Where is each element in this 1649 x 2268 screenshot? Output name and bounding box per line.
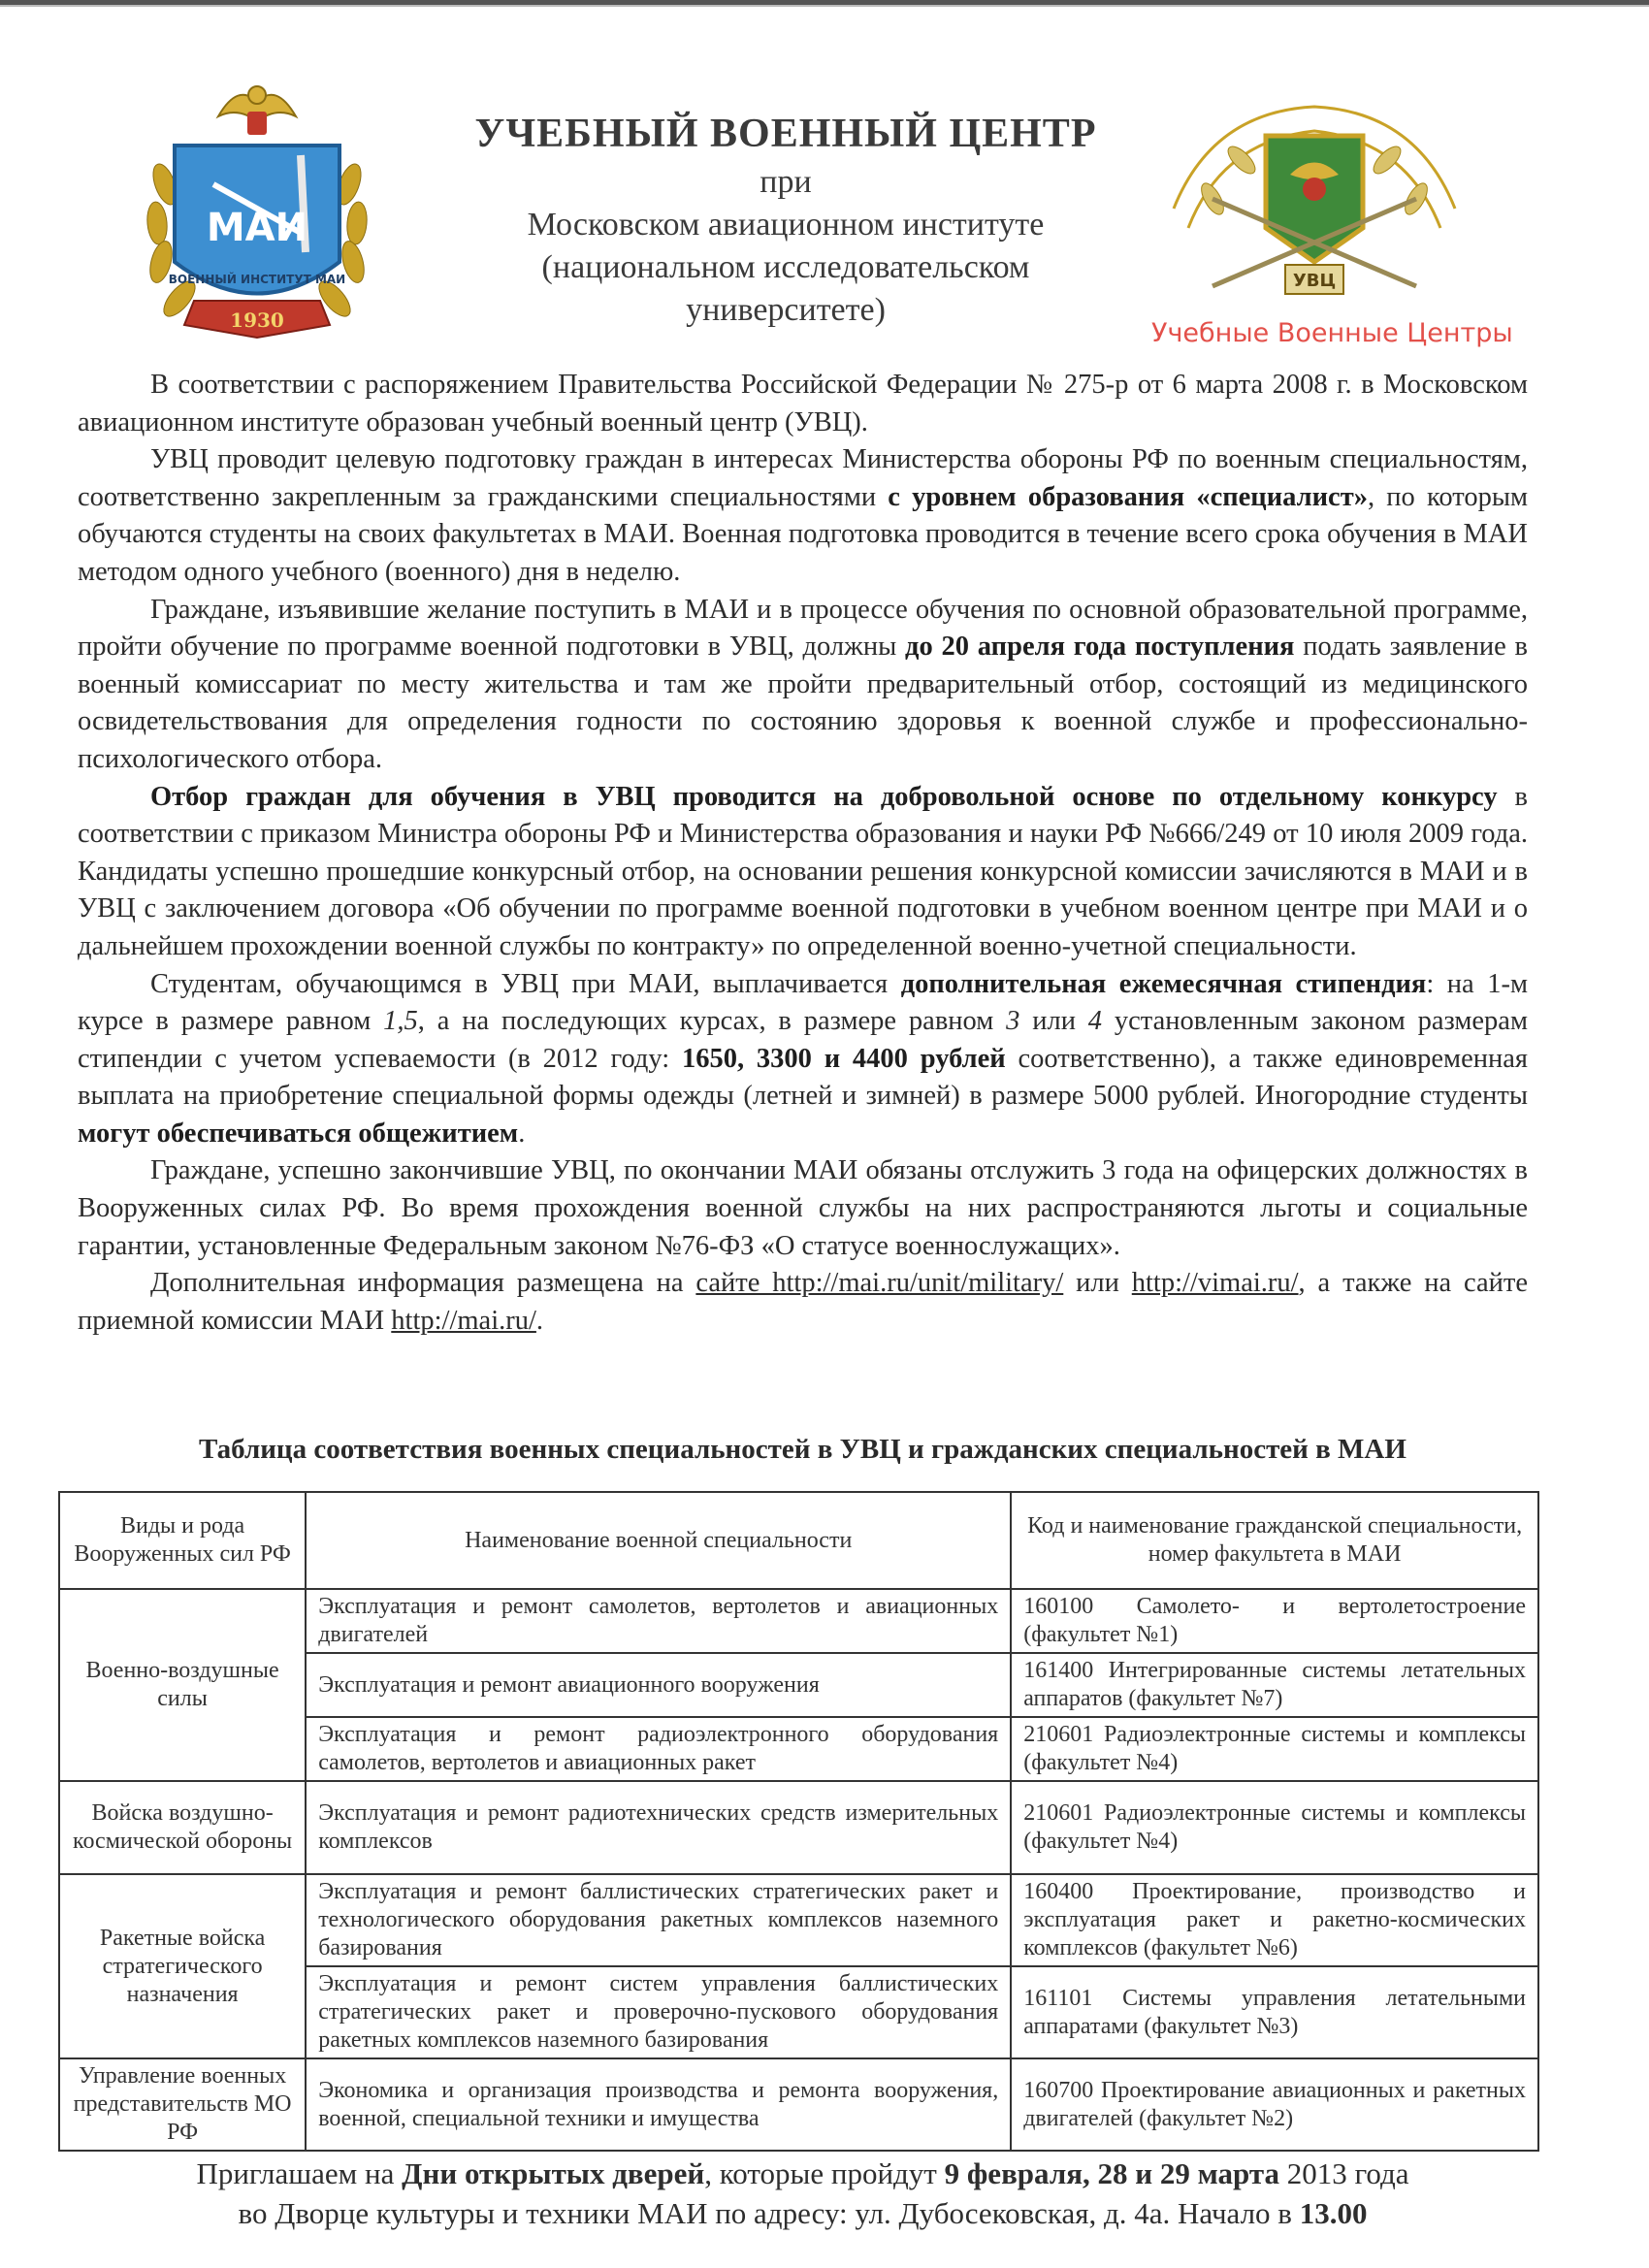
uvc-emblem xyxy=(1154,92,1474,354)
link-vimai[interactable]: http://vimai.ru/ xyxy=(1131,1268,1299,1299)
link-mai[interactable]: http://mai.ru/ xyxy=(391,1305,536,1336)
specialties-table xyxy=(58,1491,1539,2152)
header-civil: Код и наименование гражданской специальности, номер факультета в МАИ xyxy=(1011,1492,1538,1589)
footer-line-1 xyxy=(78,2154,1528,2193)
uvc-emblem-text: УВЦ xyxy=(1292,271,1337,291)
paragraph-1: В соответствии с распоряжением Правительства Российской Федерации № 275-р от 6 марта 2008 г. в Московском авиационном институте образован учебный военный центр (УВЦ). xyxy=(78,370,1528,437)
page-title: УЧЕБНЫЙ ВОЕННЫЙ ЦЕНТР xyxy=(474,112,1097,156)
military-cell: Эксплуатация и ремонт баллистических стратегических ракет и технологического оборудования ракетных комплексов наземного базирования xyxy=(306,1874,1011,1966)
p7-e: , а также на сайте приемной комиссии МАИ xyxy=(78,1268,1528,1336)
footer-line-2 xyxy=(78,2193,1528,2233)
p2-bold: с уровнем образования «специалист» xyxy=(888,481,1368,512)
footer-open-days: Дни открытых дверей xyxy=(402,2156,705,2190)
civil-cell: 160100 Самолето- и вертолетостроение (факультет №1) xyxy=(1011,1589,1538,1653)
svg-text:1930: 1930 xyxy=(230,308,284,332)
paragraph-3 xyxy=(78,592,1528,779)
civil-cell: 161400 Интегрированные системы летательных аппаратов (факультет №7) xyxy=(1011,1653,1538,1717)
military-cell: Экономика и организация производства и ремонта вооружения, военной, специальной техники и имущества xyxy=(306,2058,1011,2151)
civil-cell: 160400 Проектирование, производство и эксплуатация ракет и ракетно-космических комплексов (факультет №6) xyxy=(1011,1874,1538,1966)
paragraph-4 xyxy=(78,779,1528,966)
header-block xyxy=(407,107,1164,332)
p7-a: Дополнительная информация размещена на xyxy=(150,1268,696,1299)
footer-year: 2013 года xyxy=(1278,2156,1409,2190)
header-line-4: университете) xyxy=(686,292,886,328)
paragraph-5 xyxy=(78,966,1528,1153)
p5-k: соответственно), а также единовременная выплата на приобретение специальной формы одежды (летней и зимней) в размере 5000 рублей. Иногородние студенты xyxy=(78,1043,1528,1112)
table-caption: Таблица соответствия военных специальностей в УВЦ и гражданских специальностей в МАИ xyxy=(199,1434,1406,1465)
header-military: Наименование военной специальности xyxy=(306,1492,1011,1589)
p5-l: могут обеспечиваться общежитием xyxy=(78,1118,519,1149)
p3-text-c: подать заявление в военный комиссариат по месту жительства и там же пройти предварительный отбор, состоящий из медицинского освидетельствования для определения годности по состоянию здоровья к военной службе и профессионально-психологического отбора. xyxy=(78,632,1528,774)
branch-cell: Войска воздушно-космической обороны xyxy=(59,1781,306,1874)
military-cell: Эксплуатация и ремонт радиоэлектронного оборудования самолетов, вертолетов и авиационных ракет xyxy=(306,1717,1011,1781)
p5-h: 4 xyxy=(1087,1006,1103,1037)
branch-cell: Ракетные войска стратегического назначения xyxy=(59,1874,306,2058)
p7-g: . xyxy=(535,1305,544,1336)
header-line-2: Московском авиационном институте xyxy=(527,207,1045,243)
branch-cell: Военно-воздушные силы xyxy=(59,1589,306,1781)
military-cell: Эксплуатация и ремонт систем управления баллистических стратегических ракет и проверочно-пускового оборудования ракетных комплексов наземного базирования xyxy=(306,1966,1011,2058)
header-branch: Виды и рода Вооруженных сил РФ xyxy=(59,1492,306,1589)
header-line-3: (национальном исследовательском xyxy=(541,249,1030,285)
footer-address: во Дворце культуры и техники МАИ по адресу: ул. Дубосековская, д. 4а. Начало в xyxy=(238,2196,1300,2230)
p5-c: : на 1-м курсе в размере равном xyxy=(78,968,1528,1037)
table-row xyxy=(59,1874,1538,1966)
paragraph-6: Граждане, успешно закончившие УВЦ, по окончании МАИ обязаны отслужить 3 года на офицерских должностях в Вооруженных силах РФ. Во время прохождения военной службы на них распространяются льготы и социальные гарантии, установленные Федеральным законом №76-ФЗ «О статусе военнослужащих». xyxy=(78,1155,1528,1261)
paragraph-2 xyxy=(78,441,1528,591)
military-cell: Эксплуатация и ремонт авиационного вооружения xyxy=(306,1653,1011,1717)
link-military-site[interactable]: сайте http://mai.ru/unit/military/ xyxy=(695,1268,1064,1299)
footer-dates: 9 февраля, 28 и 29 марта xyxy=(944,2156,1279,2190)
p7-c: или xyxy=(1063,1268,1132,1299)
table-row xyxy=(59,1781,1538,1874)
mai-military-institute-emblem xyxy=(136,68,378,369)
table-row xyxy=(59,1589,1538,1653)
p5-g: или xyxy=(1019,1006,1088,1037)
header-line-1: при xyxy=(760,164,812,200)
military-cell: Эксплуатация и ремонт радиотехнических средств измерительных комплексов xyxy=(306,1781,1011,1874)
p5-b: дополнительная ежемесячная стипендия xyxy=(900,968,1427,999)
footer-time: 13.00 xyxy=(1299,2196,1368,2230)
p5-d: 1,5 xyxy=(383,1006,418,1037)
footer-text-c: , которые пройдут xyxy=(704,2156,945,2190)
paragraph-7 xyxy=(78,1265,1528,1340)
p5-a: Студентам, обучающимся в УВЦ при МАИ, выплачивается xyxy=(150,968,901,999)
p3-bold: до 20 апреля года поступления xyxy=(905,632,1295,663)
scan-top-edge-shadow xyxy=(0,5,1649,7)
p5-m: . xyxy=(518,1118,526,1149)
p5-j: 1650, 3300 и 4400 рублей xyxy=(681,1043,1006,1074)
uvc-caption: Учебные Военные Центры xyxy=(1151,318,1513,348)
open-days-footer xyxy=(78,2154,1528,2233)
body-text xyxy=(78,367,1528,1340)
svg-text:МАИ: МАИ xyxy=(206,206,308,250)
p2-text-a: УВЦ проводит целевую подготовку граждан в интересах Министерства обороны РФ по военным специальностям, соответственно закрепленным за гражданскими специальностями xyxy=(78,444,1528,512)
branch-cell: Управление военных представительств МО РФ xyxy=(59,2058,306,2151)
p3-text-a: Граждане, изъявившие желание поступить в МАИ и в процессе обучения по основной образовательной программе, пройти обучение по программе военной подготовки в УВЦ, должны xyxy=(78,594,1528,663)
civil-cell: 210601 Радиоэлектронные системы и комплексы (факультет №4) xyxy=(1011,1781,1538,1874)
svg-text:ВОЕННЫЙ ИНСТИТУТ МАИ: ВОЕННЫЙ ИНСТИТУТ МАИ xyxy=(168,273,346,286)
p5-i: установленным законом размерам стипендии с учетом успеваемости (в 2012 году: xyxy=(78,1006,1528,1074)
table-header-row xyxy=(59,1492,1538,1589)
civil-cell: 210601 Радиоэлектронные системы и комплексы (факультет №4) xyxy=(1011,1717,1538,1781)
civil-cell: 161101 Системы управления летательными аппаратами (факультет №3) xyxy=(1011,1966,1538,2058)
p2-text-c: , по которым обучаются студенты на своих факультетах в МАИ. Военная подготовка проводится в течение всего срока обучения в МАИ методом одного учебного (военного) дня в неделю. xyxy=(78,481,1528,587)
p5-f: 3 xyxy=(1006,1006,1020,1037)
p4-bold: Отбор граждан для обучения в УВЦ проводится на добровольной основе по отдельному конкурсу xyxy=(150,781,1498,812)
footer-text-a: Приглашаем на xyxy=(196,2156,403,2190)
military-cell: Эксплуатация и ремонт самолетов, вертолетов и авиационных двигателей xyxy=(306,1589,1011,1653)
table-row xyxy=(59,2058,1538,2151)
p4-text-b: в соответствии с приказом Министра обороны РФ и Министерства образования и науки РФ №666/249 от 10 июля 2009 года. Кандидаты успешно прошедшие конкурсный отбор, на основании решения конкурсной комиссии зачисляются в МАИ и в УВЦ с заключением договора «Об обучении по программе военной подготовки в учебном военном центре при МАИ и о дальнейшем прохождении военной службы по контракту» по определенной военно-учетной специальности. xyxy=(78,781,1528,961)
p5-e: , а на последующих курсах, в размере равном xyxy=(417,1006,1007,1037)
civil-cell: 160700 Проектирование авиационных и ракетных двигателей (факультет №2) xyxy=(1011,2058,1538,2151)
